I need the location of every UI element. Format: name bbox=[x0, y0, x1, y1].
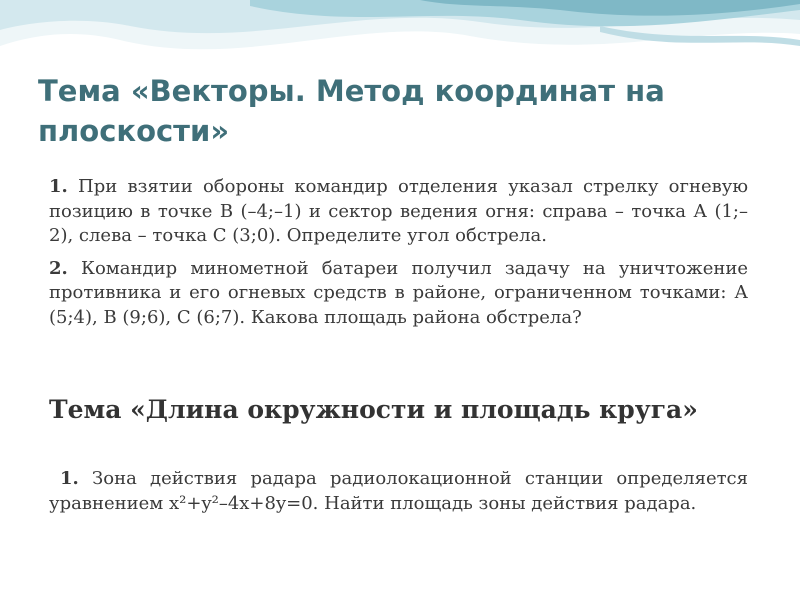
vectors-problems bbox=[49, 175, 748, 330]
problem-1 bbox=[49, 175, 748, 249]
problem-1-text: При взятии обороны командир отделения указал стрелку огневую позицию в точке В (–4;–1) и сектор ведения огня: справа – точка А (1;–2), слева – точка С (3;0). Определите угол обстрела. bbox=[49, 176, 748, 246]
problem-2-number: 2. bbox=[49, 257, 68, 279]
problem-3-number: 1. bbox=[60, 468, 79, 489]
problem-2 bbox=[49, 257, 748, 331]
topic-title-circle: Тема «Длина окружности и площадь круга» bbox=[49, 395, 698, 424]
problem-2-text: Командир минометной батареи получил задачу на уничтожение противника и его огневых средств в районе, ограниченном точками: А (5;4), В (9;6), С (6;7). Какова площадь района обстрела? bbox=[49, 257, 748, 328]
topic-title-vectors: Тема «Векторы. Метод координат на плоскости» bbox=[38, 74, 665, 148]
problem-1-number: 1. bbox=[49, 176, 68, 197]
problem-3-text: Зона действия радара радиолокационной станции определяется уравнением x²+y²–4x+8y=0. Найти площадь зоны действия радара. bbox=[49, 468, 748, 514]
problem-3 bbox=[49, 467, 748, 516]
